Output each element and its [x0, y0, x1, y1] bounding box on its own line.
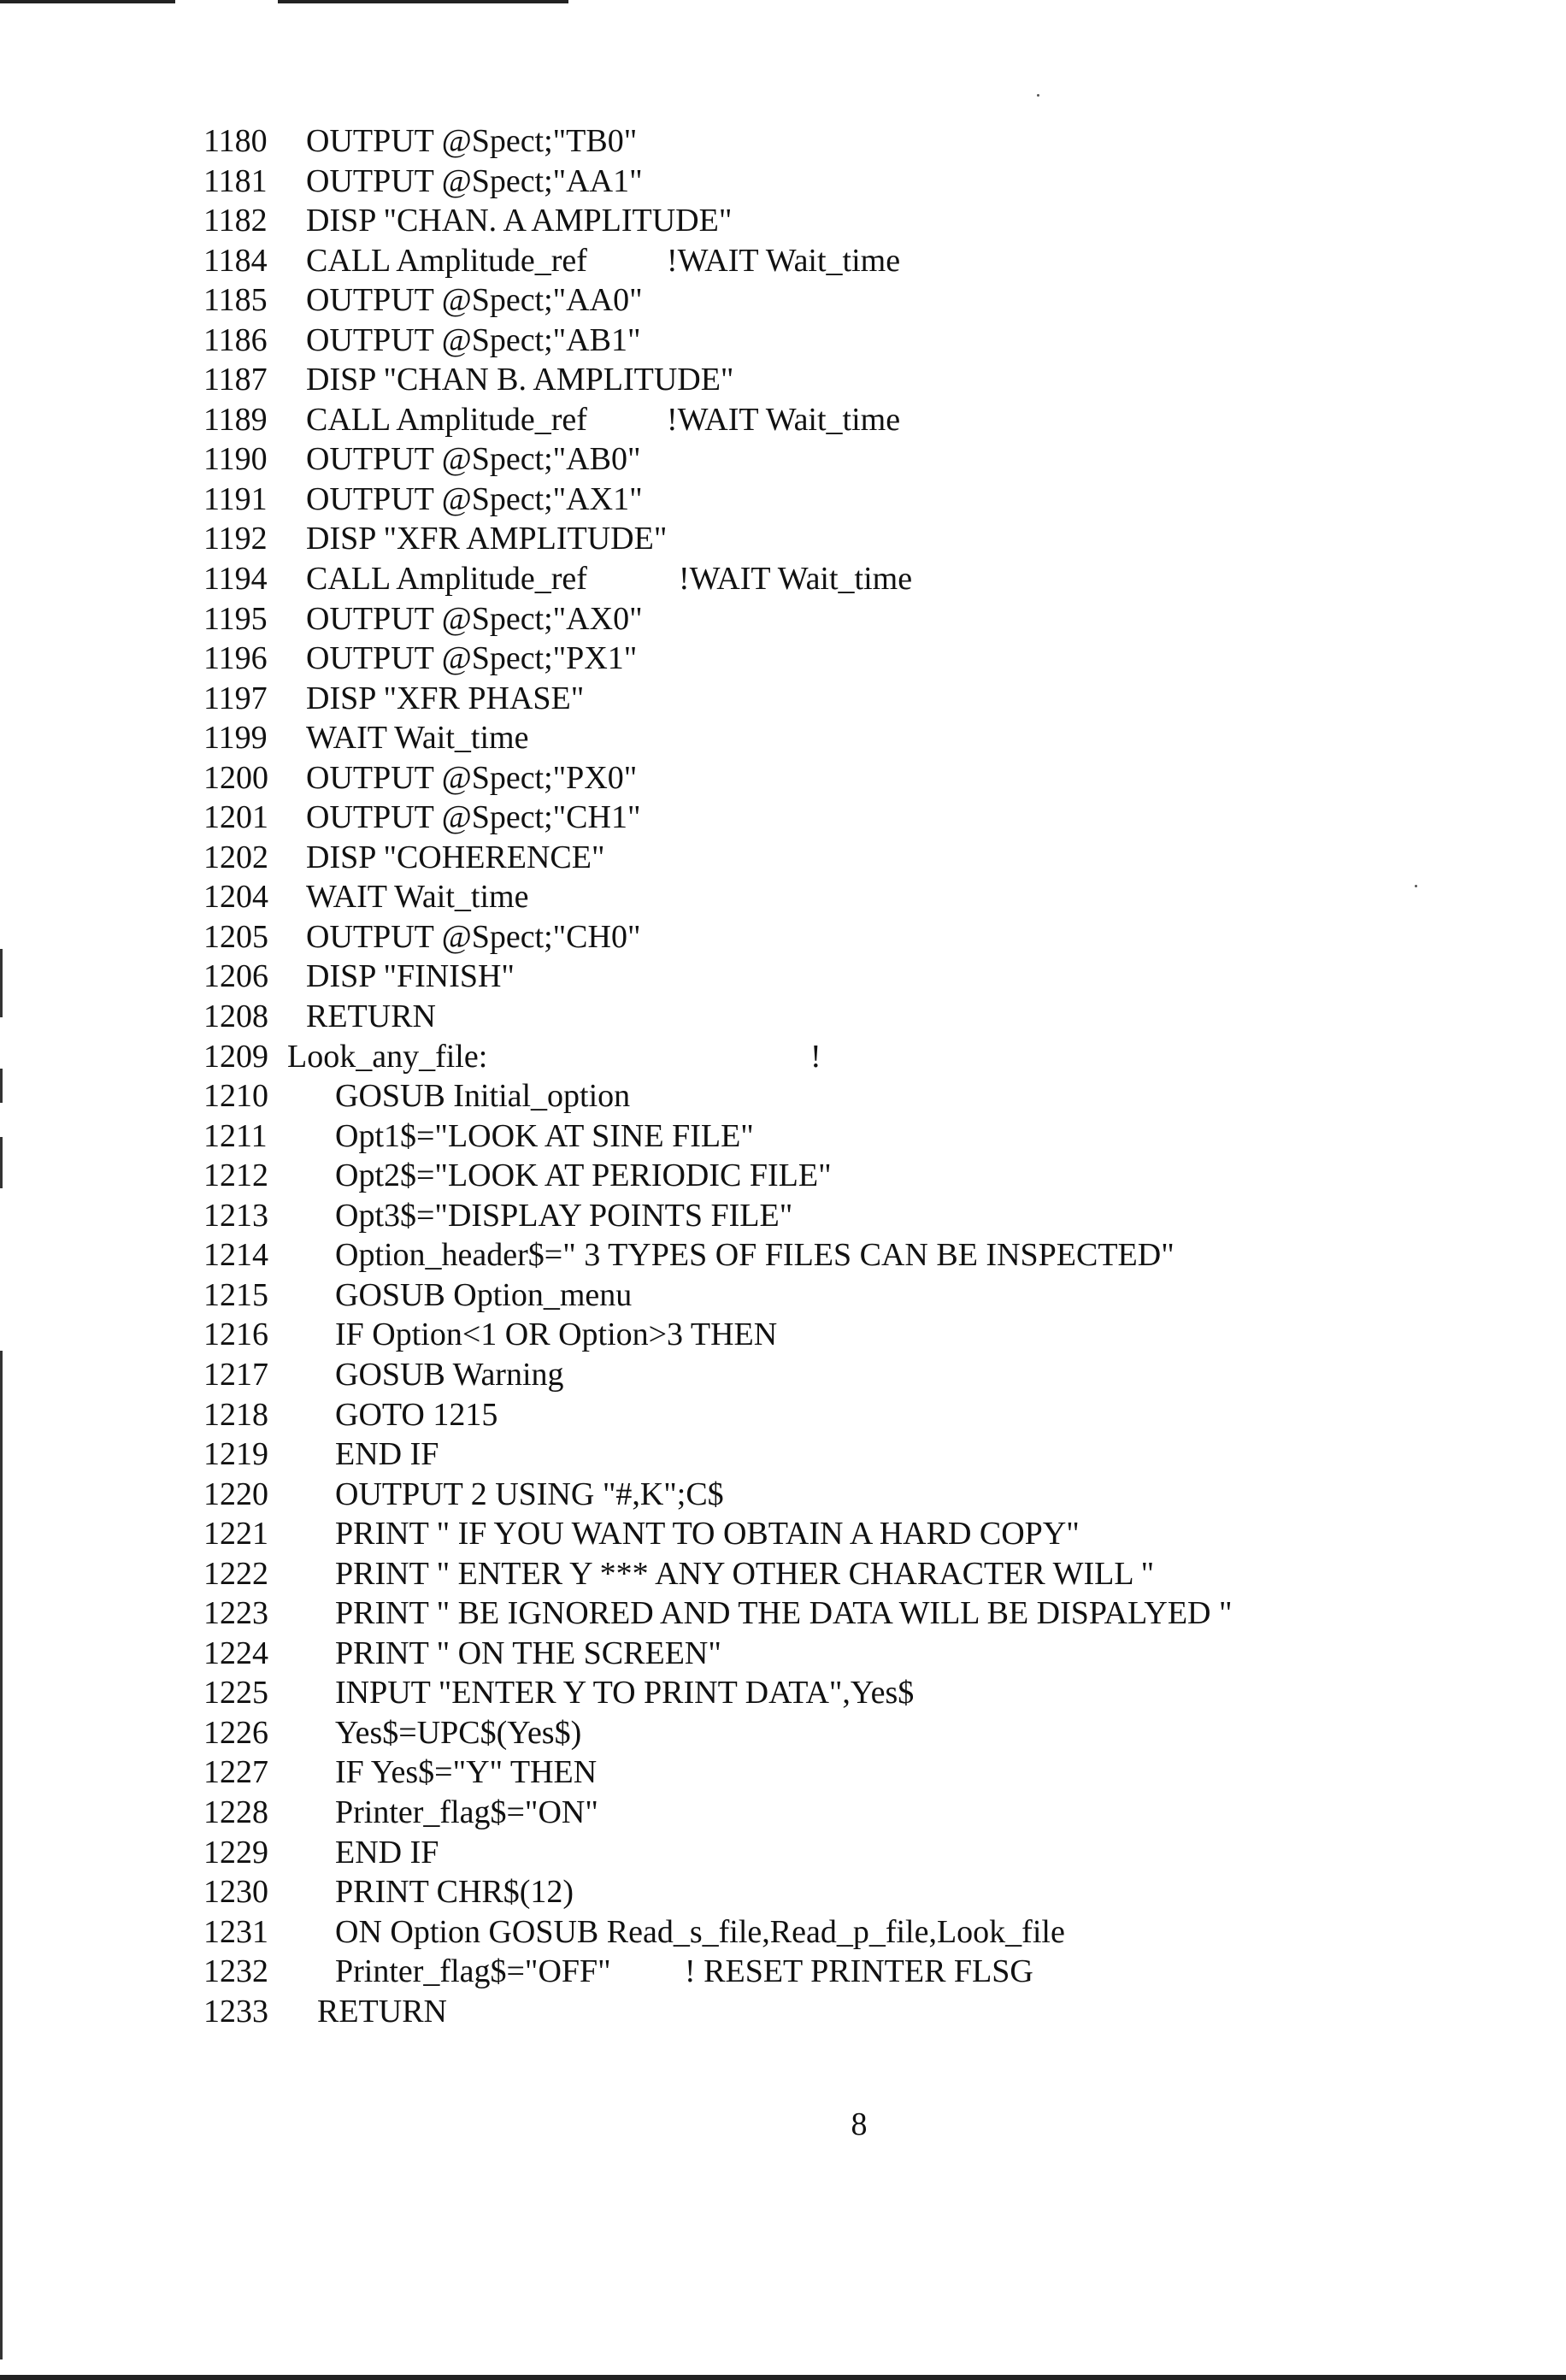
scan-top-rule — [278, 0, 568, 3]
code-line — [203, 997, 1520, 1037]
code-text: OUTPUT @Spect;"AX1" — [306, 480, 643, 517]
line-number: 1230 — [203, 1874, 268, 1911]
code-text: OUTPUT @Spect;"AB0" — [306, 441, 641, 478]
line-number: 1214 — [203, 1237, 268, 1274]
code-line — [203, 241, 1520, 281]
code-text: CALL Amplitude_ref — [306, 242, 587, 279]
code-line — [203, 1116, 1520, 1157]
line-number: 1206 — [203, 958, 268, 995]
line-number: 1180 — [203, 123, 268, 159]
code-line — [203, 877, 1520, 917]
code-line — [203, 718, 1520, 758]
scan-top-rule — [0, 0, 175, 3]
code-text: Option_header$=" 3 TYPES OF FILES CAN BE INSPECTED" — [335, 1237, 1174, 1274]
code-line — [203, 1514, 1520, 1554]
line-number: 1205 — [203, 918, 268, 955]
code-text: PRINT " ON THE SCREEN" — [335, 1635, 721, 1671]
line-number: 1233 — [203, 1993, 268, 2029]
line-number: 1227 — [203, 1754, 268, 1791]
code-comment: ! RESET PRINTER FLSG — [685, 1953, 1033, 1990]
code-text: RETURN — [317, 1993, 447, 2029]
code-line — [203, 439, 1520, 480]
line-number: 1210 — [203, 1078, 268, 1115]
code-line — [203, 1196, 1520, 1236]
code-text: DISP "COHERENCE" — [306, 839, 605, 875]
line-number: 1186 — [203, 321, 268, 358]
code-line — [203, 1713, 1520, 1753]
code-line — [203, 1076, 1520, 1116]
code-text: DISP "XFR AMPLITUDE" — [306, 521, 668, 557]
code-text: ON Option GOSUB Read_s_file,Read_p_file,Look_file — [335, 1913, 1065, 1950]
code-text: WAIT Wait_time — [306, 720, 529, 757]
code-line — [203, 519, 1520, 559]
code-text: OUTPUT @Spect;"AA1" — [306, 162, 643, 199]
code-line — [203, 280, 1520, 321]
code-comment: ! — [810, 1038, 821, 1075]
line-number: 1181 — [203, 162, 268, 199]
line-number: 1195 — [203, 600, 268, 637]
code-line — [203, 1395, 1520, 1435]
code-text: PRINT " ENTER Y *** ANY OTHER CHARACTER WILL " — [335, 1555, 1155, 1592]
code-listing — [203, 121, 1520, 2031]
line-number: 1216 — [203, 1317, 268, 1353]
line-number: 1189 — [203, 401, 268, 438]
code-line — [203, 1793, 1520, 1833]
page-number: 8 — [851, 2106, 868, 2142]
code-text: GOSUB Option_menu — [335, 1276, 633, 1313]
line-number: 1219 — [203, 1436, 268, 1473]
code-line — [203, 162, 1520, 202]
line-number: 1196 — [203, 640, 268, 677]
line-number: 1197 — [203, 680, 268, 716]
code-text: PRINT CHR$(12) — [335, 1874, 574, 1911]
code-text: Printer_flag$="OFF" — [335, 1953, 611, 1990]
line-number: 1182 — [203, 203, 268, 239]
line-number: 1228 — [203, 1794, 268, 1830]
code-text: IF Option<1 OR Option>3 THEN — [335, 1317, 778, 1353]
code-text: OUTPUT @Spect;"CH0" — [306, 918, 641, 955]
code-comment: !WAIT Wait_time — [679, 561, 913, 598]
code-text: INPUT "ENTER Y TO PRINT DATA",Yes$ — [335, 1675, 915, 1711]
code-line — [203, 1594, 1520, 1634]
code-text: PRINT " IF YOU WANT TO OBTAIN A HARD COPY" — [335, 1516, 1080, 1552]
scan-left-edge — [0, 1137, 3, 1188]
scan-left-edge — [0, 949, 3, 1017]
code-line — [203, 957, 1520, 997]
code-text: DISP "CHAN. A AMPLITUDE" — [306, 203, 733, 239]
line-number: 1231 — [203, 1913, 268, 1950]
code-text: DISP "FINISH" — [306, 958, 515, 995]
code-line — [203, 1554, 1520, 1594]
line-number: 1200 — [203, 759, 268, 796]
code-text: OUTPUT 2 USING "#,K";C$ — [335, 1476, 724, 1512]
code-text: GOTO 1215 — [335, 1396, 498, 1433]
code-text: GOSUB Initial_option — [335, 1078, 631, 1115]
code-line — [203, 1275, 1520, 1316]
line-number: 1221 — [203, 1516, 268, 1552]
line-number: 1224 — [203, 1635, 268, 1671]
code-text: OUTPUT @Spect;"CH1" — [306, 799, 641, 836]
line-number: 1202 — [203, 839, 268, 875]
code-line — [203, 1634, 1520, 1674]
code-text: Printer_flag$="ON" — [335, 1794, 598, 1830]
code-line — [203, 1753, 1520, 1793]
scan-left-edge — [0, 1351, 3, 2359]
line-number: 1185 — [203, 282, 268, 319]
code-text: OUTPUT @Spect;"TB0" — [306, 123, 638, 159]
code-text: Opt1$="LOOK AT SINE FILE" — [335, 1117, 754, 1154]
line-number: 1215 — [203, 1276, 268, 1313]
code-text: PRINT " BE IGNORED AND THE DATA WILL BE DISPALYED " — [335, 1595, 1233, 1632]
code-line — [203, 1156, 1520, 1196]
code-text: OUTPUT @Spect;"AX0" — [306, 600, 643, 637]
code-line — [203, 480, 1520, 520]
line-number: 1192 — [203, 521, 268, 557]
line-number: 1220 — [203, 1476, 268, 1512]
code-text: IF Yes$="Y" THEN — [335, 1754, 598, 1791]
code-line — [203, 360, 1520, 400]
code-text: GOSUB Warning — [335, 1356, 564, 1393]
code-text: END IF — [335, 1834, 439, 1870]
code-label: Look_any_file: — [287, 1038, 488, 1075]
code-text: Yes$=UPC$(Yes$) — [335, 1714, 582, 1751]
line-number: 1211 — [203, 1117, 268, 1154]
line-number: 1213 — [203, 1197, 268, 1234]
code-line — [203, 559, 1520, 599]
code-text: OUTPUT @Spect;"PX0" — [306, 759, 638, 796]
line-number: 1222 — [203, 1555, 268, 1592]
line-number: 1212 — [203, 1158, 268, 1194]
code-line — [203, 798, 1520, 838]
code-line — [203, 1434, 1520, 1475]
code-text: Opt2$="LOOK AT PERIODIC FILE" — [335, 1158, 832, 1194]
code-line — [203, 1355, 1520, 1395]
line-number: 1209 — [203, 1038, 268, 1075]
line-number: 1184 — [203, 242, 268, 279]
code-line — [203, 1833, 1520, 1873]
code-comment: !WAIT Wait_time — [667, 401, 901, 438]
code-line — [203, 838, 1520, 878]
code-text: END IF — [335, 1436, 439, 1473]
code-text: CALL Amplitude_ref — [306, 401, 587, 438]
code-text: CALL Amplitude_ref — [306, 561, 587, 598]
line-number: 1190 — [203, 441, 268, 478]
code-line — [203, 1315, 1520, 1355]
code-line — [203, 321, 1520, 361]
line-number: 1208 — [203, 999, 268, 1035]
line-number: 1187 — [203, 362, 268, 398]
code-line — [203, 1037, 1520, 1077]
line-number: 1194 — [203, 561, 268, 598]
line-number: 1218 — [203, 1396, 268, 1433]
code-line — [203, 1475, 1520, 1515]
line-number: 1217 — [203, 1356, 268, 1393]
code-line — [203, 1235, 1520, 1275]
scan-bottom-rule — [0, 2375, 1566, 2380]
code-line — [203, 1912, 1520, 1953]
line-number: 1223 — [203, 1595, 268, 1632]
code-line — [203, 758, 1520, 798]
code-line — [203, 400, 1520, 440]
code-line — [203, 679, 1520, 719]
code-line — [203, 1952, 1520, 1992]
scan-speck — [1037, 94, 1039, 97]
line-number: 1232 — [203, 1953, 268, 1990]
line-number: 1225 — [203, 1675, 268, 1711]
code-line — [203, 1992, 1520, 2032]
code-line — [203, 1872, 1520, 1912]
code-line — [203, 1673, 1520, 1713]
code-text: Opt3$="DISPLAY POINTS FILE" — [335, 1197, 793, 1234]
code-text: DISP "CHAN B. AMPLITUDE" — [306, 362, 734, 398]
line-number: 1226 — [203, 1714, 268, 1751]
code-text: OUTPUT @Spect;"AB1" — [306, 321, 641, 358]
code-comment: !WAIT Wait_time — [667, 242, 901, 279]
code-text: OUTPUT @Spect;"AA0" — [306, 282, 643, 319]
code-text: WAIT Wait_time — [306, 879, 529, 916]
code-line — [203, 917, 1520, 957]
code-line — [203, 201, 1520, 241]
line-number: 1201 — [203, 799, 268, 836]
line-number: 1199 — [203, 720, 268, 757]
code-text: RETURN — [306, 999, 436, 1035]
code-line — [203, 599, 1520, 639]
code-text: OUTPUT @Spect;"PX1" — [306, 640, 638, 677]
line-number: 1229 — [203, 1834, 268, 1870]
line-number: 1191 — [203, 480, 268, 517]
code-line — [203, 121, 1520, 162]
scan-left-edge — [0, 1069, 3, 1103]
code-text: DISP "XFR PHASE" — [306, 680, 585, 716]
line-number: 1204 — [203, 879, 268, 916]
code-line — [203, 639, 1520, 679]
